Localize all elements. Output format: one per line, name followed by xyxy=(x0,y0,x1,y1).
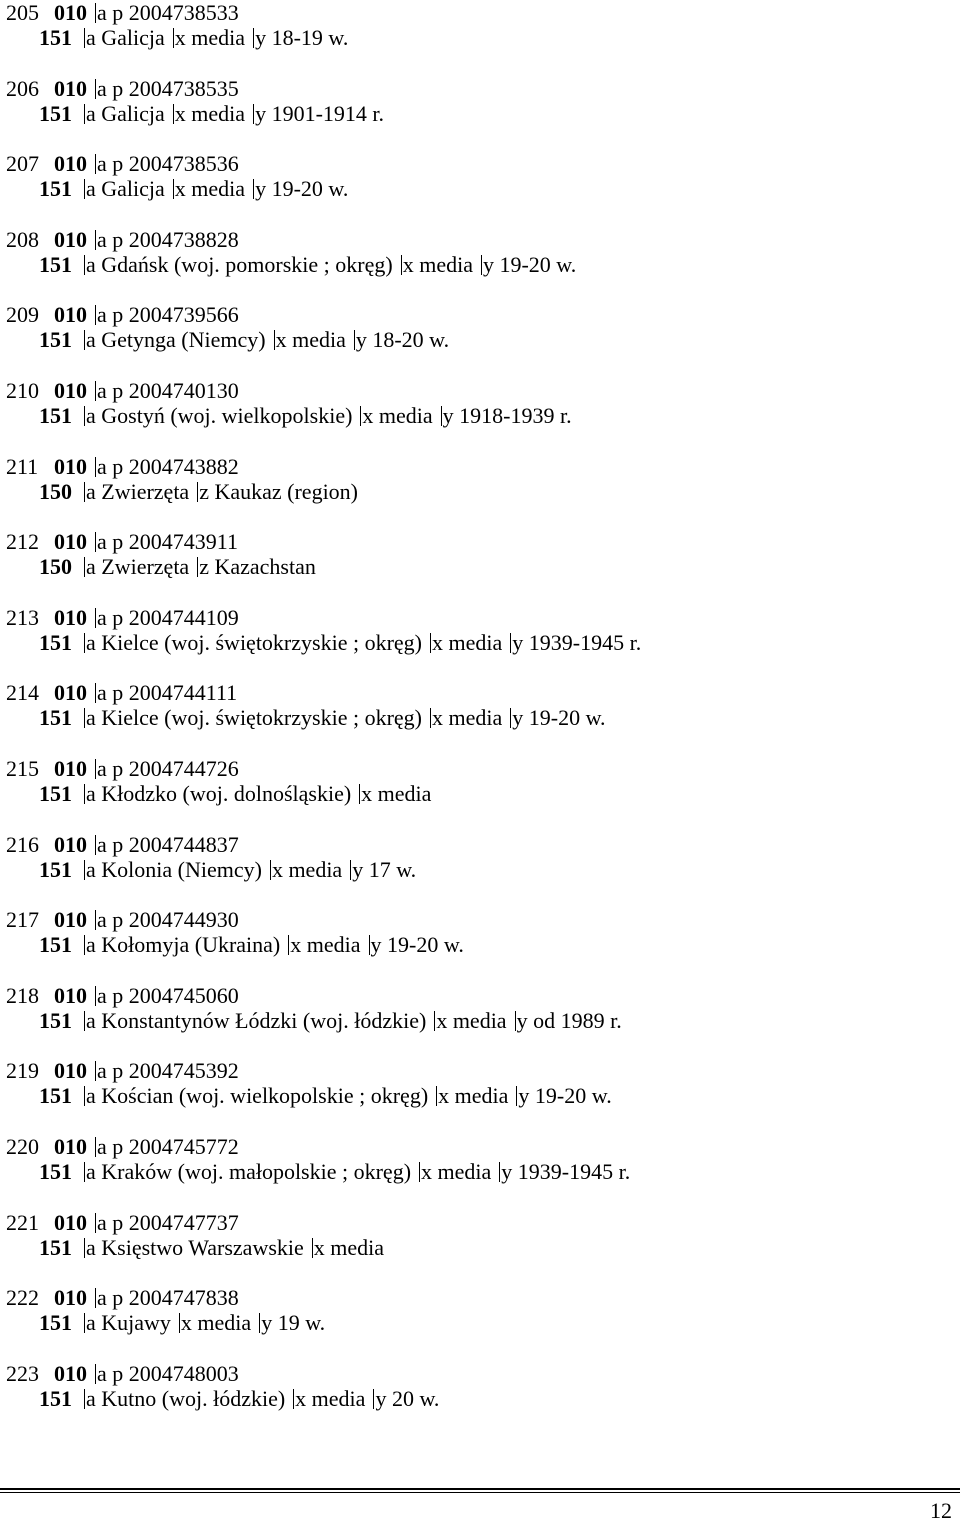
control-number: a p 2004744111 xyxy=(97,680,238,706)
record-number: 209 xyxy=(6,302,39,328)
field-tag: 151 xyxy=(39,629,72,655)
record-210 xyxy=(6,378,956,454)
field-tag-010: 010 xyxy=(54,0,87,25)
record-control-line xyxy=(6,1285,956,1311)
subfield-value: a Galicja xyxy=(86,100,165,126)
subfield-value: z Kaukaz (region) xyxy=(199,478,359,504)
field-tag-010: 010 xyxy=(54,75,87,101)
record-heading-line xyxy=(6,101,956,127)
subfield-delimiter xyxy=(354,330,355,350)
subfield-delimiter xyxy=(84,557,85,577)
subfield-value: a Kołomyja (Ukraina) xyxy=(86,932,281,958)
control-number: a p 2004744930 xyxy=(97,907,239,933)
field-tag: 151 xyxy=(39,1158,72,1184)
record-heading-line xyxy=(6,781,956,807)
field-tag: 151 xyxy=(39,1007,72,1033)
control-number: a p 2004748003 xyxy=(97,1360,239,1386)
field-tag-010: 010 xyxy=(54,453,87,479)
field-tag: 151 xyxy=(39,176,72,202)
subfield-delimiter xyxy=(430,633,431,653)
subfield-delimiter xyxy=(95,532,96,552)
subfield-value: a Kraków (woj. małopolskie ; okręg) xyxy=(86,1158,412,1184)
subfield-delimiter xyxy=(430,708,431,728)
record-list xyxy=(6,0,956,1436)
subfield-value: a Kościan (woj. wielkopolskie ; okręg) xyxy=(86,1083,429,1109)
subfield-value: a Galicja xyxy=(86,176,165,202)
subfield-value: y 1901-1914 r. xyxy=(255,100,385,126)
subfield-delimiter xyxy=(173,179,174,199)
field-tag: 151 xyxy=(39,402,72,428)
subfield-value: a Księstwo Warszawskie xyxy=(86,1234,304,1260)
subfield-delimiter xyxy=(95,381,96,401)
subfield-delimiter xyxy=(253,104,254,124)
field-tag-010: 010 xyxy=(54,982,87,1008)
subfield-delimiter xyxy=(312,1238,313,1258)
control-number: a p 2004738536 xyxy=(97,151,239,177)
record-215 xyxy=(6,756,956,832)
subfield-value: a Kolonia (Niemcy) xyxy=(86,856,262,882)
subfield-delimiter xyxy=(95,305,96,325)
record-heading-line xyxy=(6,1083,956,1109)
field-tag-010: 010 xyxy=(54,226,87,252)
subfield-delimiter xyxy=(515,1011,516,1031)
record-heading-line xyxy=(6,932,956,958)
record-heading-line xyxy=(6,630,956,656)
record-213 xyxy=(6,605,956,681)
subfield-delimiter xyxy=(95,910,96,930)
subfield-delimiter xyxy=(84,784,85,804)
record-control-line xyxy=(6,983,956,1009)
record-220 xyxy=(6,1134,956,1210)
subfield-value: a Kielce (woj. świętokrzyskie ; okręg) xyxy=(86,629,422,655)
field-tag-010: 010 xyxy=(54,755,87,781)
control-number: a p 2004738533 xyxy=(97,0,239,25)
subfield-value: a Gdańsk (woj. pomorskie ; okręg) xyxy=(86,251,393,277)
record-number: 216 xyxy=(6,831,39,857)
record-control-line xyxy=(6,76,956,102)
subfield-delimiter xyxy=(95,1061,96,1081)
control-number: a p 2004743882 xyxy=(97,453,239,479)
subfield-value: y 1918-1939 r. xyxy=(442,402,572,428)
subfield-value: y 19-20 w. xyxy=(370,932,464,958)
record-control-line xyxy=(6,1210,956,1236)
record-heading-line xyxy=(6,705,956,731)
record-heading-line xyxy=(6,252,956,278)
subfield-delimiter xyxy=(95,79,96,99)
field-tag: 151 xyxy=(39,932,72,958)
subfield-delimiter xyxy=(441,406,442,426)
record-heading-line xyxy=(6,857,956,883)
subfield-delimiter xyxy=(84,28,85,48)
subfield-value: x media xyxy=(313,1234,385,1260)
subfield-value: y 1939-1945 r. xyxy=(501,1158,631,1184)
subfield-delimiter xyxy=(274,330,275,350)
record-number: 217 xyxy=(6,907,39,933)
record-number: 212 xyxy=(6,529,39,555)
subfield-value: x media xyxy=(436,1007,507,1033)
subfield-delimiter xyxy=(419,1162,420,1182)
subfield-delimiter xyxy=(95,457,96,477)
record-212 xyxy=(6,529,956,605)
subfield-value: a Kutno (woj. łódzkie) xyxy=(86,1385,286,1411)
record-control-line xyxy=(6,151,956,177)
subfield-value: z Kazachstan xyxy=(199,554,316,580)
subfield-delimiter xyxy=(95,759,96,779)
field-tag: 150 xyxy=(39,554,72,580)
field-tag: 151 xyxy=(39,100,72,126)
subfield-delimiter xyxy=(481,255,482,275)
subfield-value: a Kujawy xyxy=(86,1310,171,1336)
subfield-delimiter xyxy=(95,1288,96,1308)
subfield-value: x media xyxy=(432,705,503,731)
record-control-line xyxy=(6,907,956,933)
subfield-delimiter xyxy=(95,3,96,23)
control-number: a p 2004747838 xyxy=(97,1285,239,1311)
field-tag: 151 xyxy=(39,1310,72,1336)
subfield-value: y 19-20 w. xyxy=(482,251,577,277)
record-control-line xyxy=(6,302,956,328)
record-218 xyxy=(6,983,956,1059)
subfield-delimiter xyxy=(84,482,85,502)
subfield-delimiter xyxy=(173,28,174,48)
field-tag-010: 010 xyxy=(54,604,87,630)
subfield-delimiter xyxy=(84,1389,85,1409)
subfield-delimiter xyxy=(84,255,85,275)
field-tag: 151 xyxy=(39,780,72,806)
record-heading-line xyxy=(6,25,956,51)
record-number: 211 xyxy=(6,453,39,479)
subfield-value: y 17 w. xyxy=(352,856,417,882)
subfield-value: y 19-20 w. xyxy=(518,1083,612,1109)
control-number: a p 2004745392 xyxy=(97,1058,239,1084)
record-217 xyxy=(6,907,956,983)
subfield-delimiter xyxy=(84,1238,85,1258)
subfield-value: y 19-20 w. xyxy=(255,176,349,202)
record-heading-line xyxy=(6,176,956,202)
field-tag-010: 010 xyxy=(54,529,87,555)
control-number: a p 2004747737 xyxy=(97,1209,239,1235)
field-tag-010: 010 xyxy=(54,831,87,857)
field-tag: 151 xyxy=(39,327,72,353)
subfield-value: y 18-19 w. xyxy=(255,25,349,50)
record-control-line xyxy=(6,832,956,858)
record-heading-line xyxy=(6,479,956,505)
subfield-value: x media xyxy=(421,1158,492,1184)
subfield-delimiter xyxy=(84,708,85,728)
subfield-value: x media xyxy=(290,932,361,958)
record-heading-line xyxy=(6,1008,956,1034)
record-222 xyxy=(6,1285,956,1361)
field-tag: 151 xyxy=(39,1083,72,1109)
record-control-line xyxy=(6,227,956,253)
subfield-value: y 19 w. xyxy=(261,1310,326,1336)
subfield-delimiter xyxy=(84,406,85,426)
subfield-value: x media xyxy=(438,1083,509,1109)
subfield-delimiter xyxy=(84,935,85,955)
field-tag-010: 010 xyxy=(54,1360,87,1386)
record-control-line xyxy=(6,605,956,631)
subfield-delimiter xyxy=(84,1086,85,1106)
footer-rule xyxy=(0,1488,960,1490)
field-tag: 151 xyxy=(39,705,72,731)
subfield-delimiter xyxy=(95,1213,96,1233)
field-tag-010: 010 xyxy=(54,907,87,933)
control-number: a p 2004744726 xyxy=(97,755,239,781)
record-number: 215 xyxy=(6,755,39,781)
subfield-delimiter xyxy=(84,1162,85,1182)
footer-rule-thin xyxy=(0,1492,960,1493)
subfield-value: x media xyxy=(174,25,246,50)
field-tag-010: 010 xyxy=(54,151,87,177)
subfield-value: y 18-20 w. xyxy=(355,327,450,353)
record-205 xyxy=(6,0,956,76)
record-control-line xyxy=(6,378,956,404)
subfield-delimiter xyxy=(401,255,402,275)
field-tag-010: 010 xyxy=(54,1209,87,1235)
record-number: 213 xyxy=(6,604,39,630)
record-209 xyxy=(6,302,956,378)
record-number: 214 xyxy=(6,680,39,706)
subfield-delimiter xyxy=(253,179,254,199)
field-tag: 151 xyxy=(39,1385,72,1411)
subfield-delimiter xyxy=(369,935,370,955)
subfield-delimiter xyxy=(84,179,85,199)
subfield-delimiter xyxy=(95,1364,96,1384)
subfield-delimiter xyxy=(84,860,85,880)
subfield-value: y 19-20 w. xyxy=(512,705,606,731)
record-control-line xyxy=(6,1361,956,1387)
subfield-value: x media xyxy=(174,176,246,202)
subfield-delimiter xyxy=(173,104,174,124)
record-heading-line xyxy=(6,1159,956,1185)
subfield-delimiter xyxy=(95,1137,96,1157)
record-heading-line xyxy=(6,1310,956,1336)
subfield-value: x media xyxy=(402,251,473,277)
subfield-delimiter xyxy=(436,1086,437,1106)
subfield-delimiter xyxy=(84,1313,85,1333)
record-208 xyxy=(6,227,956,303)
subfield-value: a Getynga (Niemcy) xyxy=(86,327,266,353)
record-211 xyxy=(6,454,956,530)
record-heading-line xyxy=(6,1386,956,1412)
subfield-value: x media xyxy=(432,629,503,655)
record-number: 219 xyxy=(6,1058,39,1084)
record-control-line xyxy=(6,1058,956,1084)
subfield-value: y od 1989 r. xyxy=(516,1007,622,1033)
subfield-value: a Kłodzko (woj. dolnośląskie) xyxy=(86,780,352,806)
control-number: a p 2004744109 xyxy=(97,604,239,630)
record-heading-line xyxy=(6,403,956,429)
subfield-value: y 1939-1945 r. xyxy=(512,629,642,655)
subfield-value: x media xyxy=(271,856,343,882)
record-223 xyxy=(6,1361,956,1437)
subfield-delimiter xyxy=(270,860,271,880)
subfield-delimiter xyxy=(95,835,96,855)
field-tag: 151 xyxy=(39,251,72,277)
record-number: 220 xyxy=(6,1133,39,1159)
subfield-value: x media xyxy=(174,100,246,126)
record-heading-line xyxy=(6,554,956,580)
subfield-value: y 20 w. xyxy=(375,1385,440,1411)
control-number: a p 2004744837 xyxy=(97,831,239,857)
subfield-delimiter xyxy=(84,330,85,350)
field-tag-010: 010 xyxy=(54,377,87,403)
field-tag: 151 xyxy=(39,1234,72,1260)
subfield-delimiter xyxy=(95,608,96,628)
field-tag: 151 xyxy=(39,856,72,882)
subfield-delimiter xyxy=(253,28,254,48)
record-heading-line xyxy=(6,1235,956,1261)
control-number: a p 2004740130 xyxy=(97,377,239,403)
record-number: 218 xyxy=(6,982,39,1008)
record-221 xyxy=(6,1210,956,1286)
record-number: 206 xyxy=(6,75,39,101)
record-number: 207 xyxy=(6,151,39,177)
record-number: 210 xyxy=(6,377,39,403)
subfield-delimiter xyxy=(95,986,96,1006)
control-number: a p 2004738828 xyxy=(97,226,239,252)
subfield-delimiter xyxy=(95,683,96,703)
subfield-delimiter xyxy=(84,1011,85,1031)
subfield-value: a Konstantynów Łódzki (woj. łódzkie) xyxy=(86,1007,427,1033)
record-number: 221 xyxy=(6,1209,39,1235)
record-219 xyxy=(6,1058,956,1134)
subfield-value: a Galicja xyxy=(86,25,165,50)
field-tag-010: 010 xyxy=(54,1285,87,1311)
record-control-line xyxy=(6,756,956,782)
control-number: a p 2004738535 xyxy=(97,75,239,101)
subfield-value: x media xyxy=(295,1385,366,1411)
field-tag: 150 xyxy=(39,478,72,504)
record-control-line xyxy=(6,0,956,26)
subfield-value: a Zwierzęta xyxy=(86,478,190,504)
control-number: a p 2004745060 xyxy=(97,982,239,1008)
subfield-value: x media xyxy=(361,780,432,806)
record-206 xyxy=(6,76,956,152)
record-control-line xyxy=(6,680,956,706)
subfield-value: a Gostyń (woj. wielkopolskie) xyxy=(86,402,353,428)
subfield-value: a Kielce (woj. świętokrzyskie ; okręg) xyxy=(86,705,422,731)
record-control-line xyxy=(6,1134,956,1160)
record-207 xyxy=(6,151,956,227)
control-number: a p 2004743911 xyxy=(97,529,238,555)
control-number: a p 2004739566 xyxy=(97,302,239,328)
record-214 xyxy=(6,680,956,756)
subfield-delimiter xyxy=(179,1313,180,1333)
record-control-line xyxy=(6,454,956,480)
field-tag-010: 010 xyxy=(54,680,87,706)
subfield-delimiter xyxy=(95,230,96,250)
record-control-line xyxy=(6,529,956,555)
record-number: 222 xyxy=(6,1285,39,1311)
record-number: 223 xyxy=(6,1360,39,1386)
field-tag-010: 010 xyxy=(54,1058,87,1084)
page-number: 12 xyxy=(930,1498,952,1523)
field-tag: 151 xyxy=(39,25,72,50)
subfield-delimiter xyxy=(95,154,96,174)
field-tag-010: 010 xyxy=(54,1133,87,1159)
control-number: a p 2004745772 xyxy=(97,1133,239,1159)
field-tag-010: 010 xyxy=(54,302,87,328)
subfield-value: x media xyxy=(275,327,346,353)
subfield-delimiter xyxy=(84,104,85,124)
subfield-value: x media xyxy=(362,402,433,428)
subfield-delimiter xyxy=(84,633,85,653)
record-number: 205 xyxy=(6,0,39,25)
subfield-value: x media xyxy=(180,1310,252,1336)
subfield-value: a Zwierzęta xyxy=(86,554,190,580)
record-216 xyxy=(6,832,956,908)
record-heading-line xyxy=(6,327,956,353)
record-number: 208 xyxy=(6,226,39,252)
